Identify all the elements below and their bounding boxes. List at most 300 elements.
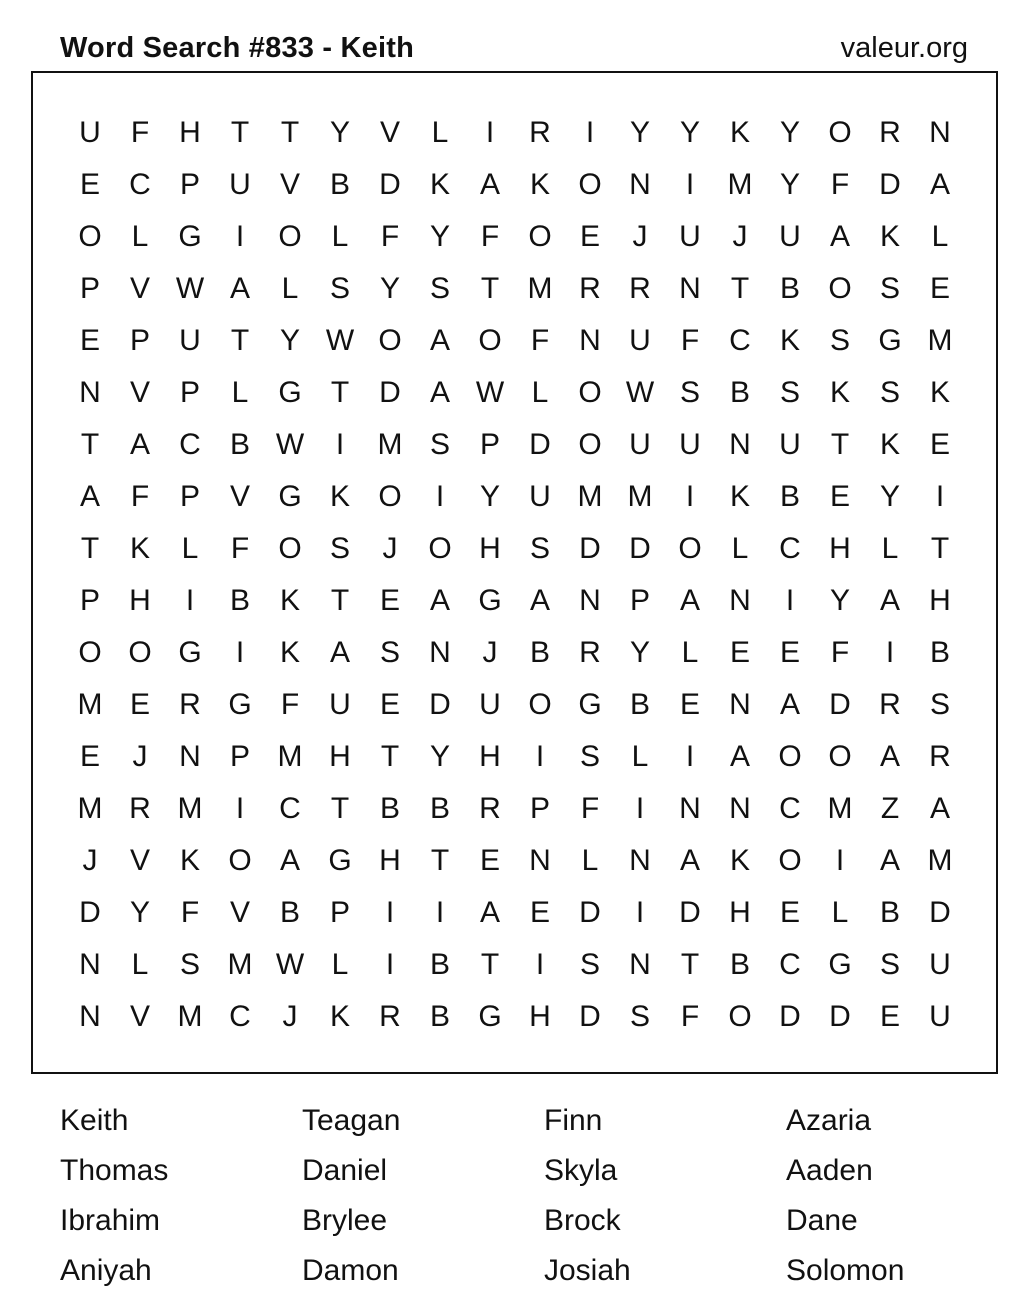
grid-cell[interactable]: I [185,584,195,617]
grid-cell[interactable]: U [229,168,251,201]
grid-cell[interactable]: U [779,428,801,461]
grid-cell[interactable]: F [130,480,150,513]
grid-cell[interactable]: A [929,792,950,825]
grid-cell[interactable]: F [680,1000,700,1033]
grid-cell[interactable]: H [529,1000,551,1033]
grid-cell[interactable]: D [379,168,401,201]
grid-cell[interactable]: I [685,168,695,201]
grid-cell[interactable]: E [79,740,100,773]
grid-cell[interactable]: Y [779,168,800,201]
grid-cell[interactable]: L [881,532,899,565]
grid-cell[interactable]: M [727,168,753,201]
grid-cell[interactable]: I [435,480,445,513]
grid-cell[interactable]: S [429,272,450,305]
grid-cell[interactable]: W [175,272,205,305]
grid-cell[interactable]: H [179,116,201,149]
grid-cell[interactable]: O [78,636,102,669]
grid-cell[interactable]: O [528,220,552,253]
grid-cell[interactable]: S [529,532,550,565]
grid-cell[interactable]: G [328,844,352,877]
grid-cell[interactable]: R [929,740,951,773]
grid-cell[interactable]: P [529,792,550,825]
grid-cell[interactable]: P [179,480,200,513]
grid-cell[interactable]: T [330,376,350,409]
grid-cell[interactable]: E [879,1000,900,1033]
grid-cell[interactable]: H [379,844,401,877]
grid-cell[interactable]: E [779,896,800,929]
grid-cell[interactable]: F [530,324,550,357]
grid-cell[interactable]: O [828,272,852,305]
grid-cell[interactable]: G [228,688,252,721]
grid-cell[interactable]: Y [429,220,450,253]
grid-cell[interactable]: S [179,948,200,981]
grid-cell[interactable]: S [579,948,600,981]
grid-cell[interactable]: M [527,272,553,305]
grid-cell[interactable]: E [379,584,400,617]
grid-cell[interactable]: P [229,740,250,773]
grid-cell[interactable]: A [429,376,450,409]
grid-cell[interactable]: B [929,636,950,669]
grid-cell[interactable]: N [629,844,651,877]
grid-cell[interactable]: B [729,376,750,409]
grid-cell[interactable]: I [835,844,845,877]
grid-cell[interactable]: T [230,116,250,149]
grid-cell[interactable]: E [529,896,550,929]
grid-cell[interactable]: C [179,428,201,461]
grid-cell[interactable]: M [227,948,253,981]
grid-cell[interactable]: R [179,688,201,721]
grid-cell[interactable]: L [831,896,849,929]
grid-cell[interactable]: S [779,376,800,409]
grid-cell[interactable]: F [680,324,700,357]
grid-cell[interactable]: C [779,792,801,825]
grid-cell[interactable]: A [679,584,700,617]
grid-cell[interactable]: M [627,480,653,513]
grid-cell[interactable]: H [329,740,351,773]
grid-cell[interactable]: O [378,324,402,357]
grid-cell[interactable]: D [879,168,901,201]
grid-cell[interactable]: C [729,324,751,357]
grid-cell[interactable]: B [429,792,450,825]
grid-cell[interactable]: W [275,948,305,981]
grid-cell[interactable]: I [585,116,595,149]
grid-cell[interactable]: T [330,584,350,617]
grid-cell[interactable]: O [778,844,802,877]
grid-cell[interactable]: U [629,428,651,461]
grid-cell[interactable]: W [325,324,355,357]
grid-cell[interactable]: R [379,1000,401,1033]
grid-cell[interactable]: E [579,220,600,253]
grid-cell[interactable]: H [729,896,751,929]
grid-cell[interactable]: P [79,272,100,305]
grid-cell[interactable]: S [879,376,900,409]
grid-cell[interactable]: O [528,688,552,721]
grid-cell[interactable]: D [829,1000,851,1033]
grid-cell[interactable]: J [282,1000,298,1033]
grid-cell[interactable]: I [635,792,645,825]
grid-cell[interactable]: Y [629,636,650,669]
grid-cell[interactable]: O [678,532,702,565]
grid-cell[interactable]: N [579,584,601,617]
grid-cell[interactable]: A [279,844,300,877]
grid-cell[interactable]: O [128,636,152,669]
grid-cell[interactable]: S [329,532,350,565]
grid-cell[interactable]: C [279,792,301,825]
grid-cell[interactable]: B [229,584,250,617]
grid-cell[interactable]: N [679,272,701,305]
grid-cell[interactable]: S [879,272,900,305]
grid-cell[interactable]: F [230,532,250,565]
grid-cell[interactable]: F [830,636,850,669]
grid-cell[interactable]: B [529,636,550,669]
grid-cell[interactable]: E [679,688,700,721]
grid-cell[interactable]: O [578,428,602,461]
grid-cell[interactable]: G [178,636,202,669]
grid-cell[interactable]: O [78,220,102,253]
grid-cell[interactable]: K [279,636,300,669]
grid-cell[interactable]: D [929,896,951,929]
grid-cell[interactable]: R [129,792,151,825]
grid-cell[interactable]: S [679,376,700,409]
grid-cell[interactable]: L [531,376,549,409]
grid-cell[interactable]: O [578,376,602,409]
grid-cell[interactable]: N [729,688,751,721]
grid-cell[interactable]: S [629,1000,650,1033]
grid-cell[interactable]: S [879,948,900,981]
grid-cell[interactable]: M [177,792,203,825]
grid-cell[interactable]: I [485,116,495,149]
grid-cell[interactable]: U [679,220,701,253]
grid-cell[interactable]: F [280,688,300,721]
grid-cell[interactable]: H [829,532,851,565]
grid-cell[interactable]: N [79,1000,101,1033]
grid-cell[interactable]: K [179,844,200,877]
grid-cell[interactable]: O [228,844,252,877]
grid-cell[interactable]: B [629,688,650,721]
grid-cell[interactable]: M [927,844,953,877]
grid-cell[interactable]: Y [429,740,450,773]
grid-cell[interactable]: N [629,168,651,201]
grid-cell[interactable]: G [828,948,852,981]
grid-cell[interactable]: M [377,428,403,461]
grid-cell[interactable]: L [131,220,149,253]
grid-cell[interactable]: Z [880,792,900,825]
grid-cell[interactable]: K [829,376,850,409]
grid-cell[interactable]: J [732,220,748,253]
grid-cell[interactable]: T [80,532,100,565]
grid-cell[interactable]: G [278,376,302,409]
grid-cell[interactable]: O [278,220,302,253]
grid-cell[interactable]: M [577,480,603,513]
grid-cell[interactable]: P [329,896,350,929]
grid-cell[interactable]: J [82,844,98,877]
grid-cell[interactable]: A [879,740,900,773]
grid-cell[interactable]: A [729,740,750,773]
grid-cell[interactable]: L [181,532,199,565]
grid-cell[interactable]: K [529,168,550,201]
grid-cell[interactable]: I [235,636,245,669]
grid-cell[interactable]: T [330,792,350,825]
grid-cell[interactable]: T [230,324,250,357]
grid-cell[interactable]: O [728,1000,752,1033]
grid-cell[interactable]: K [429,168,450,201]
grid-cell[interactable]: I [385,948,395,981]
grid-cell[interactable]: N [729,584,751,617]
grid-cell[interactable]: N [729,428,751,461]
grid-cell[interactable]: U [329,688,351,721]
grid-cell[interactable]: L [331,948,349,981]
grid-cell[interactable]: T [480,948,500,981]
grid-cell[interactable]: K [329,1000,350,1033]
grid-cell[interactable]: S [329,272,350,305]
grid-cell[interactable]: I [235,220,245,253]
grid-cell[interactable]: N [629,948,651,981]
grid-cell[interactable]: A [429,324,450,357]
grid-cell[interactable]: T [430,844,450,877]
grid-cell[interactable]: I [885,636,895,669]
grid-cell[interactable]: U [479,688,501,721]
grid-cell[interactable]: A [79,480,100,513]
grid-cell[interactable]: F [180,896,200,929]
grid-cell[interactable]: D [579,532,601,565]
grid-cell[interactable]: A [479,896,500,929]
grid-cell[interactable]: R [579,272,601,305]
grid-cell[interactable]: K [129,532,150,565]
grid-cell[interactable]: D [379,376,401,409]
grid-cell[interactable]: I [535,740,545,773]
grid-cell[interactable]: D [829,688,851,721]
grid-cell[interactable]: F [580,792,600,825]
grid-cell[interactable]: L [281,272,299,305]
grid-cell[interactable]: B [229,428,250,461]
grid-cell[interactable]: P [479,428,500,461]
grid-cell[interactable]: N [579,324,601,357]
grid-cell[interactable]: O [278,532,302,565]
grid-cell[interactable]: Y [679,116,700,149]
grid-cell[interactable]: Y [329,116,350,149]
grid-cell[interactable]: Y [479,480,500,513]
grid-cell[interactable]: I [535,948,545,981]
grid-cell[interactable]: E [729,636,750,669]
grid-cell[interactable]: S [829,324,850,357]
grid-cell[interactable]: B [879,896,900,929]
grid-cell[interactable]: L [431,116,449,149]
grid-cell[interactable]: H [129,584,151,617]
grid-cell[interactable]: T [930,532,950,565]
grid-cell[interactable]: S [929,688,950,721]
grid-cell[interactable]: U [179,324,201,357]
grid-cell[interactable]: H [929,584,951,617]
grid-cell[interactable]: C [779,948,801,981]
grid-cell[interactable]: E [129,688,150,721]
grid-cell[interactable]: E [379,688,400,721]
grid-cell[interactable]: C [229,1000,251,1033]
grid-cell[interactable]: U [929,1000,951,1033]
grid-cell[interactable]: O [478,324,502,357]
grid-cell[interactable]: U [779,220,801,253]
grid-cell[interactable]: B [279,896,300,929]
grid-cell[interactable]: J [632,220,648,253]
grid-cell[interactable]: L [231,376,249,409]
grid-cell[interactable]: I [685,480,695,513]
grid-cell[interactable]: H [479,532,501,565]
grid-cell[interactable]: M [77,688,103,721]
grid-cell[interactable]: S [579,740,600,773]
grid-cell[interactable]: I [635,896,645,929]
grid-cell[interactable]: R [629,272,651,305]
grid-cell[interactable]: K [729,844,750,877]
grid-cell[interactable]: G [578,688,602,721]
grid-cell[interactable]: O [428,532,452,565]
grid-cell[interactable]: S [429,428,450,461]
grid-cell[interactable]: R [879,116,901,149]
grid-cell[interactable]: E [929,272,950,305]
grid-cell[interactable]: N [529,844,551,877]
grid-cell[interactable]: O [828,116,852,149]
grid-cell[interactable]: J [382,532,398,565]
grid-cell[interactable]: Y [379,272,400,305]
grid-cell[interactable]: E [929,428,950,461]
grid-cell[interactable]: B [729,948,750,981]
grid-cell[interactable]: N [79,376,101,409]
grid-cell[interactable]: K [729,116,750,149]
grid-cell[interactable]: V [129,844,150,877]
grid-cell[interactable]: T [830,428,850,461]
grid-cell[interactable]: A [679,844,700,877]
grid-cell[interactable]: P [629,584,650,617]
grid-cell[interactable]: N [729,792,751,825]
grid-cell[interactable]: K [879,428,900,461]
grid-cell[interactable]: B [779,480,800,513]
grid-cell[interactable]: E [79,324,100,357]
grid-cell[interactable]: K [879,220,900,253]
grid-cell[interactable]: G [478,584,502,617]
grid-cell[interactable]: R [579,636,601,669]
grid-cell[interactable]: V [229,896,250,929]
grid-cell[interactable]: N [679,792,701,825]
grid-cell[interactable]: A [879,844,900,877]
grid-cell[interactable]: D [79,896,101,929]
grid-cell[interactable]: T [480,272,500,305]
grid-cell[interactable]: Y [629,116,650,149]
grid-cell[interactable]: G [178,220,202,253]
grid-cell[interactable]: C [779,532,801,565]
grid-cell[interactable]: V [129,272,150,305]
grid-cell[interactable]: W [475,376,505,409]
grid-cell[interactable]: V [129,376,150,409]
grid-cell[interactable]: A [229,272,250,305]
grid-cell[interactable]: Y [879,480,900,513]
grid-cell[interactable]: U [929,948,951,981]
grid-cell[interactable]: K [729,480,750,513]
grid-cell[interactable]: K [779,324,800,357]
grid-cell[interactable]: L [931,220,949,253]
grid-cell[interactable]: K [929,376,950,409]
grid-cell[interactable]: O [578,168,602,201]
grid-cell[interactable]: V [279,168,300,201]
grid-cell[interactable]: M [277,740,303,773]
grid-cell[interactable]: I [235,792,245,825]
grid-cell[interactable]: S [379,636,400,669]
grid-cell[interactable]: V [229,480,250,513]
grid-cell[interactable]: J [132,740,148,773]
grid-cell[interactable]: B [329,168,350,201]
grid-cell[interactable]: M [177,1000,203,1033]
grid-cell[interactable]: Y [129,896,150,929]
grid-cell[interactable]: O [378,480,402,513]
grid-cell[interactable]: N [179,740,201,773]
grid-cell[interactable]: F [480,220,500,253]
grid-cell[interactable]: U [679,428,701,461]
grid-cell[interactable]: M [827,792,853,825]
grid-cell[interactable]: L [631,740,649,773]
grid-cell[interactable]: Y [779,116,800,149]
grid-cell[interactable]: T [280,116,300,149]
grid-cell[interactable]: A [779,688,800,721]
grid-cell[interactable]: B [429,948,450,981]
grid-cell[interactable]: O [828,740,852,773]
grid-cell[interactable]: A [529,584,550,617]
grid-cell[interactable]: R [529,116,551,149]
grid-cell[interactable]: J [482,636,498,669]
grid-cell[interactable]: D [779,1000,801,1033]
grid-cell[interactable]: B [379,792,400,825]
grid-cell[interactable]: D [629,532,651,565]
grid-cell[interactable]: A [929,168,950,201]
grid-cell[interactable]: N [79,948,101,981]
grid-cell[interactable]: A [829,220,850,253]
grid-cell[interactable]: U [529,480,551,513]
grid-cell[interactable]: D [579,896,601,929]
grid-cell[interactable]: E [829,480,850,513]
grid-cell[interactable]: B [429,1000,450,1033]
grid-cell[interactable]: M [77,792,103,825]
grid-cell[interactable]: B [779,272,800,305]
grid-cell[interactable]: R [879,688,901,721]
grid-cell[interactable]: E [79,168,100,201]
grid-cell[interactable]: P [179,376,200,409]
grid-cell[interactable]: T [80,428,100,461]
grid-cell[interactable]: I [785,584,795,617]
grid-cell[interactable]: I [435,896,445,929]
grid-cell[interactable]: V [129,1000,150,1033]
grid-cell[interactable]: H [479,740,501,773]
grid-cell[interactable]: V [379,116,400,149]
grid-cell[interactable]: G [478,1000,502,1033]
grid-cell[interactable]: P [179,168,200,201]
grid-cell[interactable]: I [385,896,395,929]
grid-cell[interactable]: A [879,584,900,617]
grid-cell[interactable]: F [130,116,150,149]
grid-cell[interactable]: N [429,636,451,669]
grid-cell[interactable]: A [429,584,450,617]
grid-cell[interactable]: D [429,688,451,721]
grid-cell[interactable]: T [380,740,400,773]
grid-cell[interactable]: D [579,1000,601,1033]
grid-cell[interactable]: U [79,116,101,149]
grid-cell[interactable]: O [778,740,802,773]
grid-cell[interactable]: I [335,428,345,461]
grid-cell[interactable]: L [131,948,149,981]
grid-cell[interactable]: E [779,636,800,669]
grid-cell[interactable]: E [479,844,500,877]
grid-cell[interactable]: W [625,376,655,409]
grid-cell[interactable]: D [679,896,701,929]
grid-cell[interactable]: G [878,324,902,357]
grid-cell[interactable]: P [129,324,150,357]
grid-cell[interactable]: T [680,948,700,981]
grid-cell[interactable]: W [275,428,305,461]
